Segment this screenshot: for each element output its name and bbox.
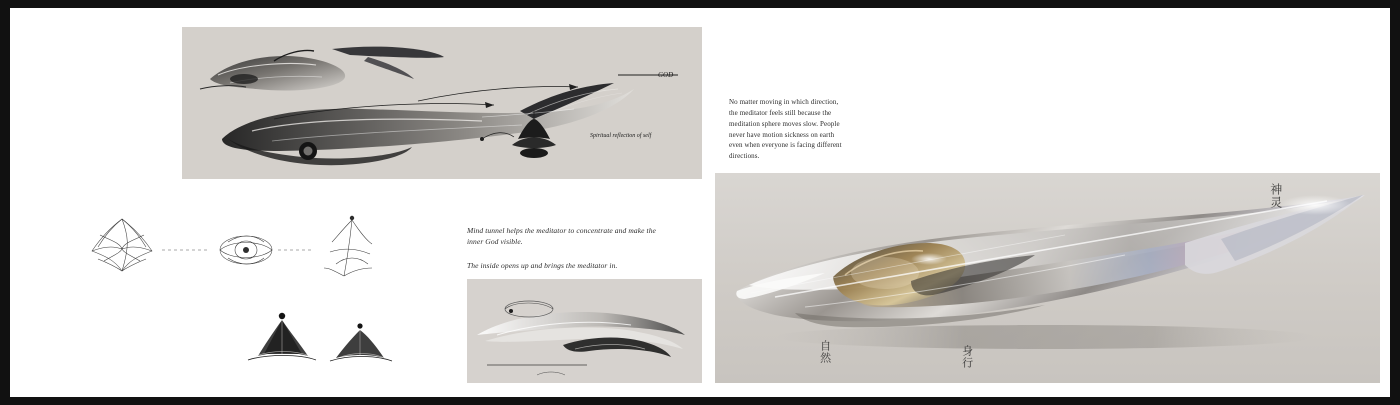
calligraphy-bottom-mid: 身行 xyxy=(960,345,974,369)
annotation-god: GOD xyxy=(658,71,674,79)
annotation-spiritual-reflection: Spiritual reflection of self xyxy=(590,133,652,139)
section-sketch-panel xyxy=(467,279,702,383)
meditation-sphere-render-panel xyxy=(715,173,1380,383)
calligraphy-top-right: 神灵 xyxy=(1268,183,1283,209)
presentation-page xyxy=(10,8,1390,397)
caption-mind-tunnel: Mind tunnel helps the meditator to concentrate and make the inner God visible. xyxy=(467,226,656,246)
caption-no-matter: No matter moving in which direction, the meditator feels still because the meditation sphere moves slow. People never have motion sickness on earth even when everyone is facing different directions. xyxy=(729,98,842,161)
top-concept-sketch-panel xyxy=(182,27,702,179)
section-sketch-artwork xyxy=(467,279,702,383)
calligraphy-bottom-left: 自然 xyxy=(818,340,832,364)
caption-inside-opens: The inside opens up and brings the meditator in. xyxy=(467,261,618,270)
petal-unfolding-diagram xyxy=(50,204,430,374)
top-sketch-artwork xyxy=(182,27,702,179)
